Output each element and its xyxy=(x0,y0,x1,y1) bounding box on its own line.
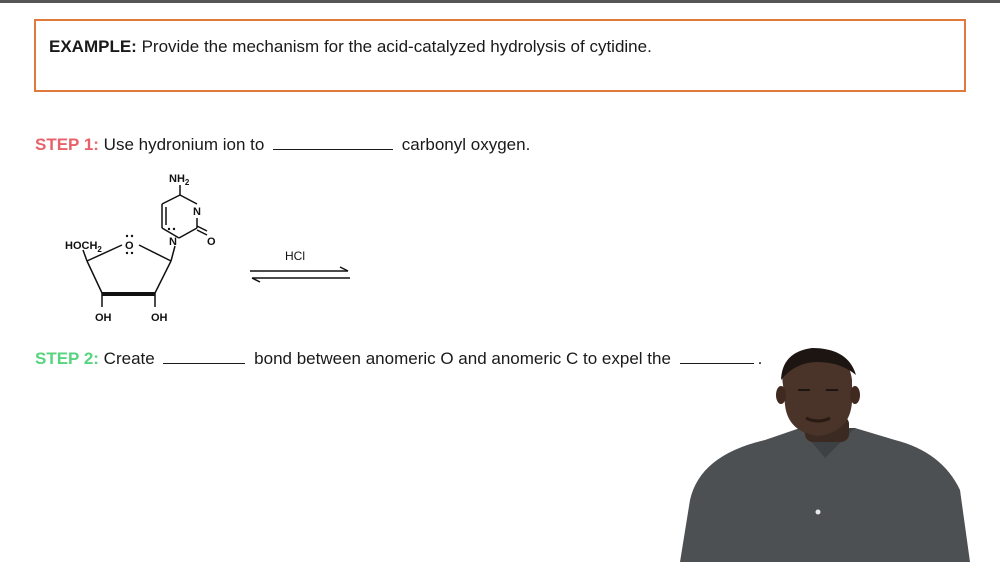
carbonyl-o-label: O xyxy=(207,236,216,248)
example-box xyxy=(34,19,966,92)
example-prompt: Provide the mechanism for the acid-catalyzed hydrolysis of cytidine. xyxy=(141,37,652,56)
presenter-video xyxy=(680,340,1000,562)
step-2-label: STEP 2: xyxy=(35,349,99,368)
equilibrium-arrows xyxy=(245,245,355,290)
step-1-text-before: Use hydronium ion to xyxy=(103,135,265,154)
step-1-label: STEP 1: xyxy=(35,135,99,154)
ring-o-label: O xyxy=(125,240,134,252)
step-2 xyxy=(35,349,762,369)
example-label: EXAMPLE: xyxy=(49,37,137,56)
step-1 xyxy=(35,135,530,155)
step-2-text-c: . xyxy=(757,349,763,368)
step-1-text-after: carbonyl oxygen. xyxy=(401,135,531,154)
ring-n-top-label: N xyxy=(193,206,201,218)
step-1-blank xyxy=(273,135,393,150)
step-2-text-a: Create xyxy=(103,349,155,368)
step-2-text-b: bond between anomeric O and anomeric C to expel the xyxy=(254,349,671,368)
step-2-blank-1 xyxy=(163,349,245,364)
nh2-label: $NH_2$ xyxy=(169,173,190,187)
oh-left-label: OH xyxy=(95,312,112,324)
oh-right-label: OH xyxy=(151,312,168,324)
example-text xyxy=(49,37,652,57)
hoch2-label: $HOCH_2$ xyxy=(65,240,102,254)
ring-n-bottom-label: N xyxy=(169,236,177,248)
reagent-label: HCl xyxy=(285,249,305,263)
top-rule xyxy=(0,0,1000,3)
